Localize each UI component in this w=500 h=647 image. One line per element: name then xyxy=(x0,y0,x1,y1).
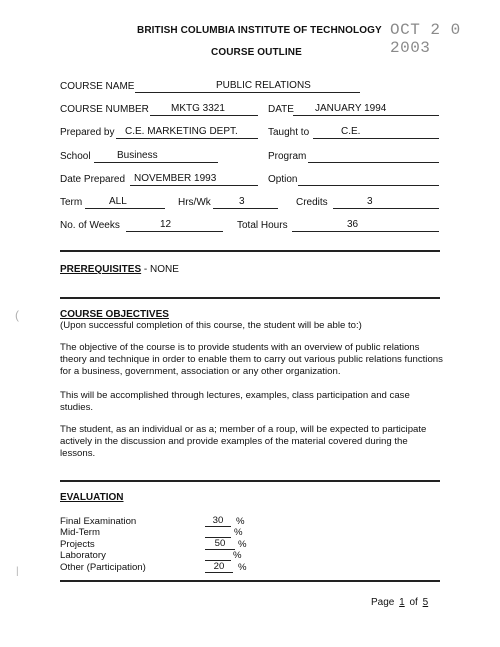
total-hours-line xyxy=(292,220,439,232)
section-divider xyxy=(60,297,440,299)
course-number-label: COURSE NUMBER xyxy=(60,104,149,115)
taught-to-label: Taught to xyxy=(268,127,310,138)
date-label: DATE xyxy=(268,104,294,115)
institute-name: BRITISH COLUMBIA INSTITUTE OF TECHNOLOGY xyxy=(137,25,382,36)
received-date-stamp: OCT 2 0 2003 xyxy=(390,21,461,57)
page-total: 5 xyxy=(422,597,429,608)
date-prepared-label: Date Prepared xyxy=(60,174,126,185)
program-label: Program xyxy=(268,151,307,162)
hrs-wk-label: Hrs/Wk xyxy=(178,197,211,208)
total-hours-label: Total Hours xyxy=(237,220,288,231)
objectives-paragraph-1: The objective of the course is to provide students with an overview of public relations theory and technique in order to enable them to carry out various public relations functions for a business, government, association or any other organization. xyxy=(60,342,443,377)
weeks-value: 12 xyxy=(160,219,172,230)
prerequisites-value: - NONE xyxy=(143,264,179,275)
scan-mark: ( xyxy=(15,308,19,322)
evaluation-row-label: Other (Participation) xyxy=(60,562,146,573)
prerequisites-heading: PREREQUISITES xyxy=(60,264,142,275)
evaluation-row-label: Projects xyxy=(60,539,95,550)
prepared-by-value: C.E. MARKETING DEPT. xyxy=(125,126,238,137)
hrs-wk-line xyxy=(213,197,278,209)
evaluation-row-label: Laboratory xyxy=(60,550,106,561)
section-divider xyxy=(60,250,440,252)
program-line xyxy=(308,151,439,163)
objectives-paragraph-2: This will be accomplished through lectures, examples, class participation and case studies. xyxy=(60,390,410,413)
hrs-wk-value: 3 xyxy=(239,196,245,207)
taught-to-line xyxy=(313,127,439,139)
percent-sign: % xyxy=(238,562,247,573)
school-value: Business xyxy=(117,150,158,161)
evaluation-row-value: 20 xyxy=(205,561,233,573)
course-name-label: COURSE NAME xyxy=(60,81,135,92)
credits-line xyxy=(333,197,439,209)
evaluation-row-value xyxy=(205,526,231,538)
percent-sign: % xyxy=(234,527,243,538)
page-indicator xyxy=(371,597,430,608)
term-value: ALL xyxy=(109,196,127,207)
page-number: 1 xyxy=(399,597,405,608)
term-label: Term xyxy=(60,197,83,208)
of-word: of xyxy=(409,597,418,608)
date-prepared-value: NOVEMBER 1993 xyxy=(134,173,217,184)
school-label: School xyxy=(60,151,91,162)
option-line xyxy=(298,174,439,186)
evaluation-heading: EVALUATION xyxy=(60,492,124,503)
evaluation-row-label: Mid-Term xyxy=(60,527,100,538)
evaluation-row-value: 30 xyxy=(205,515,231,527)
option-label: Option xyxy=(268,174,298,185)
credits-label: Credits xyxy=(296,197,328,208)
course-name-value: PUBLIC RELATIONS xyxy=(216,80,311,91)
objectives-intro: (Upon successful completion of this course, the student will be able to:) xyxy=(60,320,362,331)
prepared-by-label: Prepared by xyxy=(60,127,115,138)
evaluation-row-label: Final Examination xyxy=(60,516,137,527)
percent-sign: % xyxy=(238,539,247,550)
weeks-label: No. of Weeks xyxy=(60,220,120,231)
percent-sign: % xyxy=(236,516,245,527)
credits-value: 3 xyxy=(367,196,373,207)
total-hours-value: 36 xyxy=(347,219,359,230)
section-divider xyxy=(60,480,440,482)
prerequisites-line xyxy=(60,264,179,275)
objectives-heading: COURSE OBJECTIVES xyxy=(60,309,169,320)
document-title: COURSE OUTLINE xyxy=(211,47,302,58)
scan-mark: | xyxy=(16,566,19,577)
evaluation-row-value xyxy=(205,549,231,561)
page-word: Page xyxy=(371,597,395,608)
date-value: JANUARY 1994 xyxy=(315,103,387,114)
objectives-paragraph-3: The student, as an individual or as a; member of a roup, will be expected to participate actively in the discussion and provide examples of the material covered during the lessons. xyxy=(60,424,427,459)
course-number-value: MKTG 3321 xyxy=(171,103,225,114)
weeks-line xyxy=(126,220,223,232)
section-divider xyxy=(60,580,440,582)
percent-sign: % xyxy=(233,550,242,561)
taught-to-value: C.E. xyxy=(341,126,361,137)
evaluation-row-value: 50 xyxy=(205,538,235,550)
